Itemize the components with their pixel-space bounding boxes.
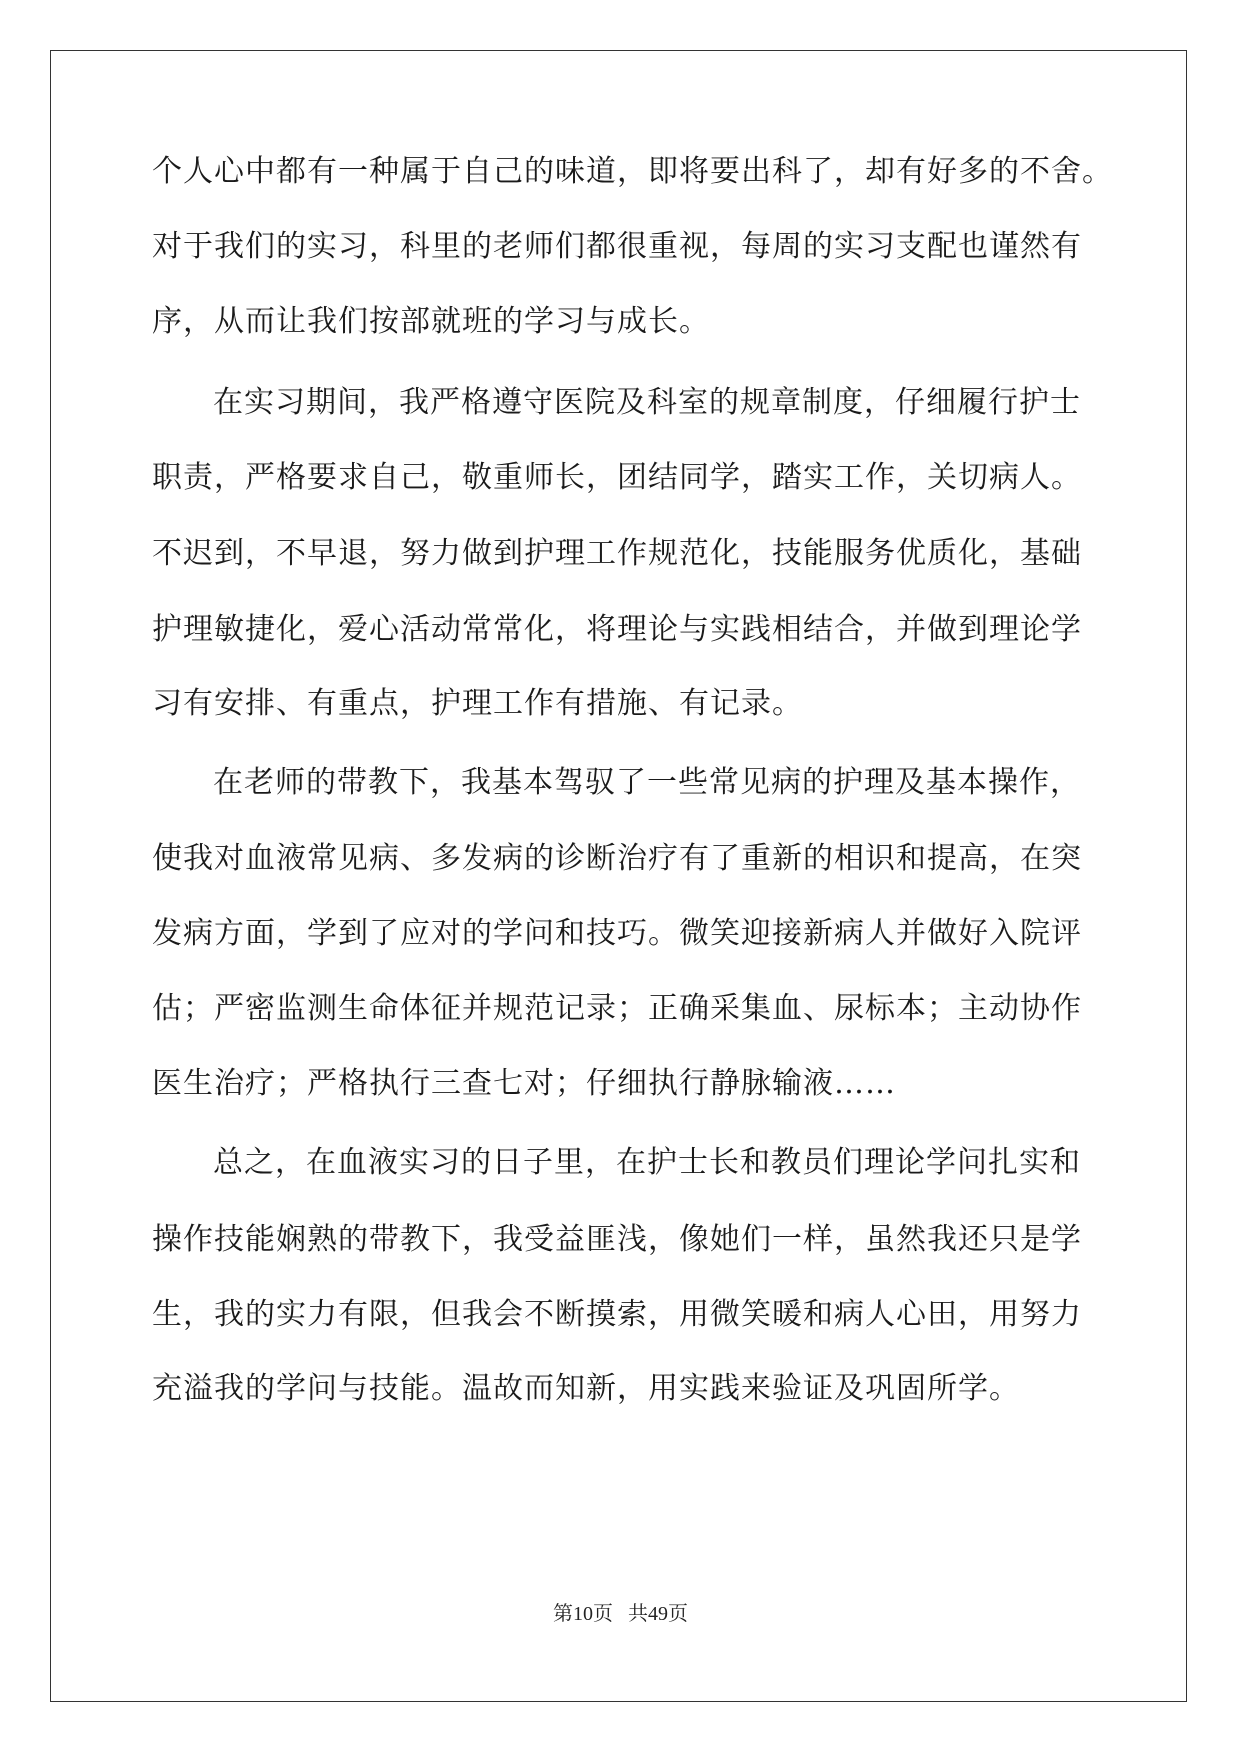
paragraph-first-line: 在实习期间，我严格遵守医院及科室的规章制度，仔细履行护士 (213, 385, 1081, 420)
footer-total-prefix: 共 (628, 1603, 648, 1625)
footer-total-suffix: 页 (668, 1603, 688, 1625)
paragraph-first-line: 在老师的带教下，我基本驾驭了一些常见病的护理及基本操作， (213, 765, 1081, 800)
text-line: 职责，严格要求自己，敬重师长，团结同学，踏实工作，关切病人。 (152, 460, 1082, 495)
current-page-number: 10 (573, 1603, 593, 1625)
text-line: 发病方面，学到了应对的学问和技巧。微笑迎接新病人并做好入院评 (152, 916, 1082, 951)
text-line: 医生治疗；严格执行三查七对；仔细执行静脉输液…… (152, 1066, 896, 1101)
total-pages-number: 49 (648, 1603, 668, 1625)
footer-page-word: 页 (593, 1603, 613, 1625)
footer-prefix: 第 (553, 1603, 573, 1625)
text-line: 护理敏捷化，爱心活动常常化，将理论与实践相结合，并做到理论学 (152, 612, 1082, 647)
text-line: 充溢我的学问与技能。温故而知新，用实践来验证及巩固所学。 (152, 1371, 1020, 1406)
text-line: 估；严密监测生命体征并规范记录；正确采集血、尿标本；主动协作 (152, 991, 1082, 1026)
text-line: 习有安排、有重点，护理工作有措施、有记录。 (152, 686, 803, 721)
text-line: 对于我们的实习，科里的老师们都很重视，每周的实习支配也谨然有 (152, 229, 1082, 264)
text-line: 生，我的实力有限，但我会不断摸索，用微笑暖和病人心田，用努力 (152, 1297, 1082, 1332)
page-footer (0, 1602, 1241, 1626)
text-line: 操作技能娴熟的带教下，我受益匪浅，像她们一样，虽然我还只是学 (152, 1222, 1082, 1257)
paragraph-first-line: 总之，在血液实习的日子里，在护士长和教员们理论学问扎实和 (213, 1145, 1081, 1180)
text-line: 序，从而让我们按部就班的学习与成长。 (152, 304, 710, 339)
text-line: 个人心中都有一种属于自己的味道，即将要出科了，却有好多的不舍。 (152, 154, 1113, 189)
text-line: 使我对血液常见病、多发病的诊断治疗有了重新的相识和提高，在突 (152, 841, 1082, 876)
text-line: 不迟到，不早退，努力做到护理工作规范化，技能服务优质化，基础 (152, 536, 1082, 571)
